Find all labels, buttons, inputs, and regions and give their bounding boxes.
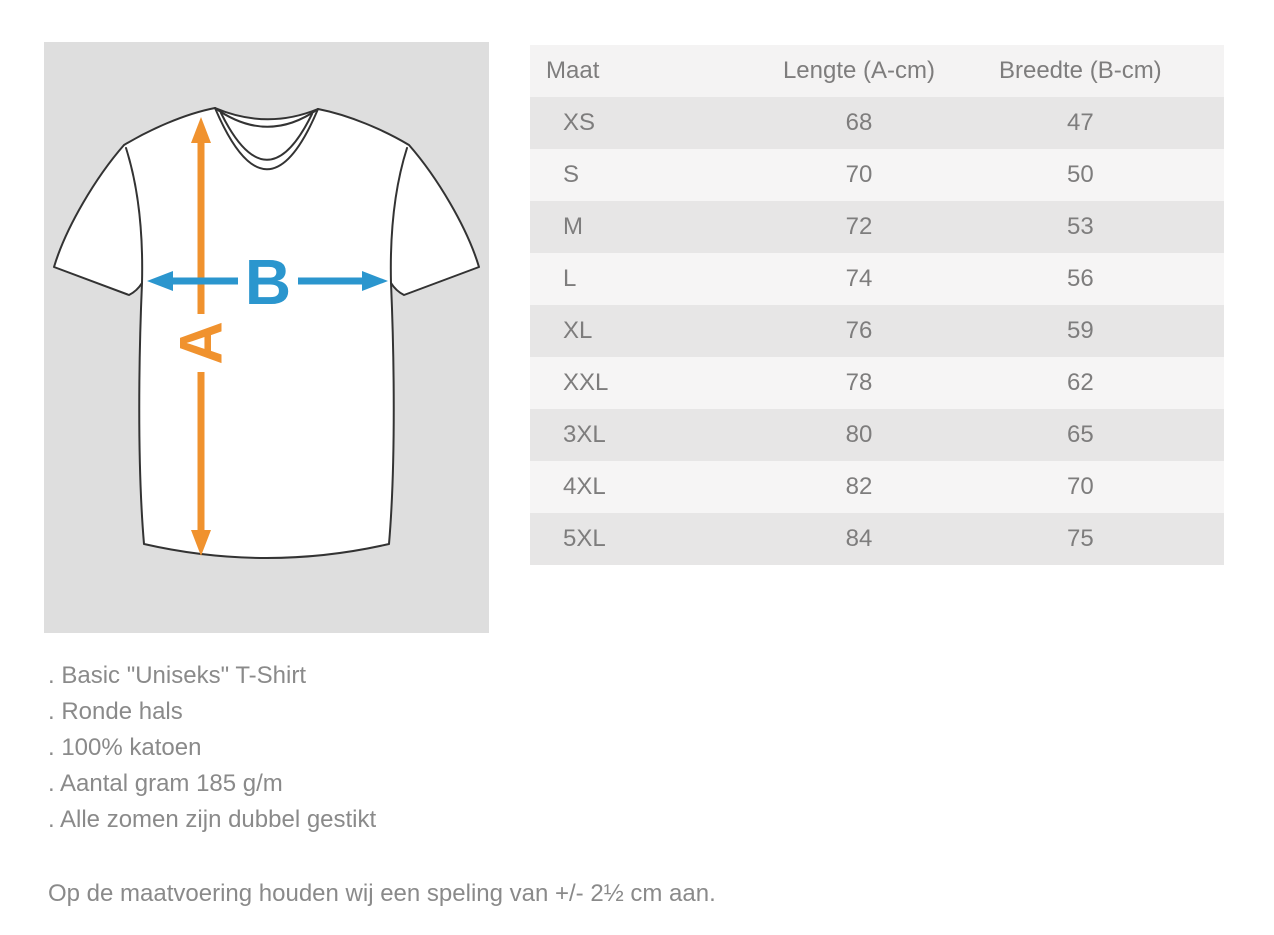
table-row [530, 201, 1224, 253]
size-table-header [530, 45, 1224, 97]
tshirt-measurement-diagram [44, 42, 489, 633]
size-table [530, 45, 1224, 565]
table-row [530, 409, 1224, 461]
size-cell-breedte: 50 [993, 149, 1224, 201]
tolerance-footnote: Op de maatvoering houden wij een speling van +/- 2½ cm aan. [48, 880, 716, 907]
size-cell-maat: 5XL [530, 513, 761, 565]
table-row [530, 97, 1224, 149]
header-row [530, 45, 1224, 97]
table-row [530, 305, 1224, 357]
size-cell-lengte: 80 [761, 409, 992, 461]
length-label: A [167, 321, 235, 365]
size-cell-breedte: 70 [993, 461, 1224, 513]
table-row [530, 357, 1224, 409]
width-label: B [244, 246, 292, 318]
size-cell-breedte: 62 [993, 357, 1224, 409]
size-cell-lengte: 76 [761, 305, 992, 357]
size-cell-lengte: 68 [761, 97, 992, 149]
size-cell-breedte: 53 [993, 201, 1224, 253]
size-cell-maat: 4XL [530, 461, 761, 513]
detail-item: . Ronde hals [48, 698, 183, 725]
table-row [530, 513, 1224, 565]
size-table-body [530, 97, 1224, 565]
table-row [530, 149, 1224, 201]
size-cell-maat: XXL [530, 357, 761, 409]
size-cell-maat: M [530, 201, 761, 253]
size-cell-lengte: 78 [761, 357, 992, 409]
detail-item: . Basic "Uniseks" T-Shirt [48, 662, 306, 689]
size-cell-lengte: 70 [761, 149, 992, 201]
size-cell-lengte: 72 [761, 201, 992, 253]
size-cell-maat: S [530, 149, 761, 201]
table-row [530, 461, 1224, 513]
column-header-breedte: Breedte (B-cm) [993, 45, 1224, 97]
tshirt-outline [54, 108, 479, 558]
size-cell-breedte: 47 [993, 97, 1224, 149]
size-cell-maat: XS [530, 97, 761, 149]
column-header-lengte: Lengte (A-cm) [761, 45, 992, 97]
size-cell-maat: L [530, 253, 761, 305]
detail-item: . Alle zomen zijn dubbel gestikt [48, 806, 377, 833]
size-cell-maat: XL [530, 305, 761, 357]
detail-item: . Aantal gram 185 g/m [48, 770, 283, 797]
size-cell-lengte: 74 [761, 253, 992, 305]
product-details-list [48, 658, 376, 838]
size-cell-breedte: 59 [993, 305, 1224, 357]
column-header-maat: Maat [530, 45, 761, 97]
tshirt-drawing [44, 42, 489, 633]
size-cell-lengte: 84 [761, 513, 992, 565]
size-cell-maat: 3XL [530, 409, 761, 461]
size-cell-breedte: 56 [993, 253, 1224, 305]
size-cell-breedte: 65 [993, 409, 1224, 461]
detail-item: . 100% katoen [48, 734, 202, 761]
size-cell-breedte: 75 [993, 513, 1224, 565]
table-row [530, 253, 1224, 305]
size-cell-lengte: 82 [761, 461, 992, 513]
